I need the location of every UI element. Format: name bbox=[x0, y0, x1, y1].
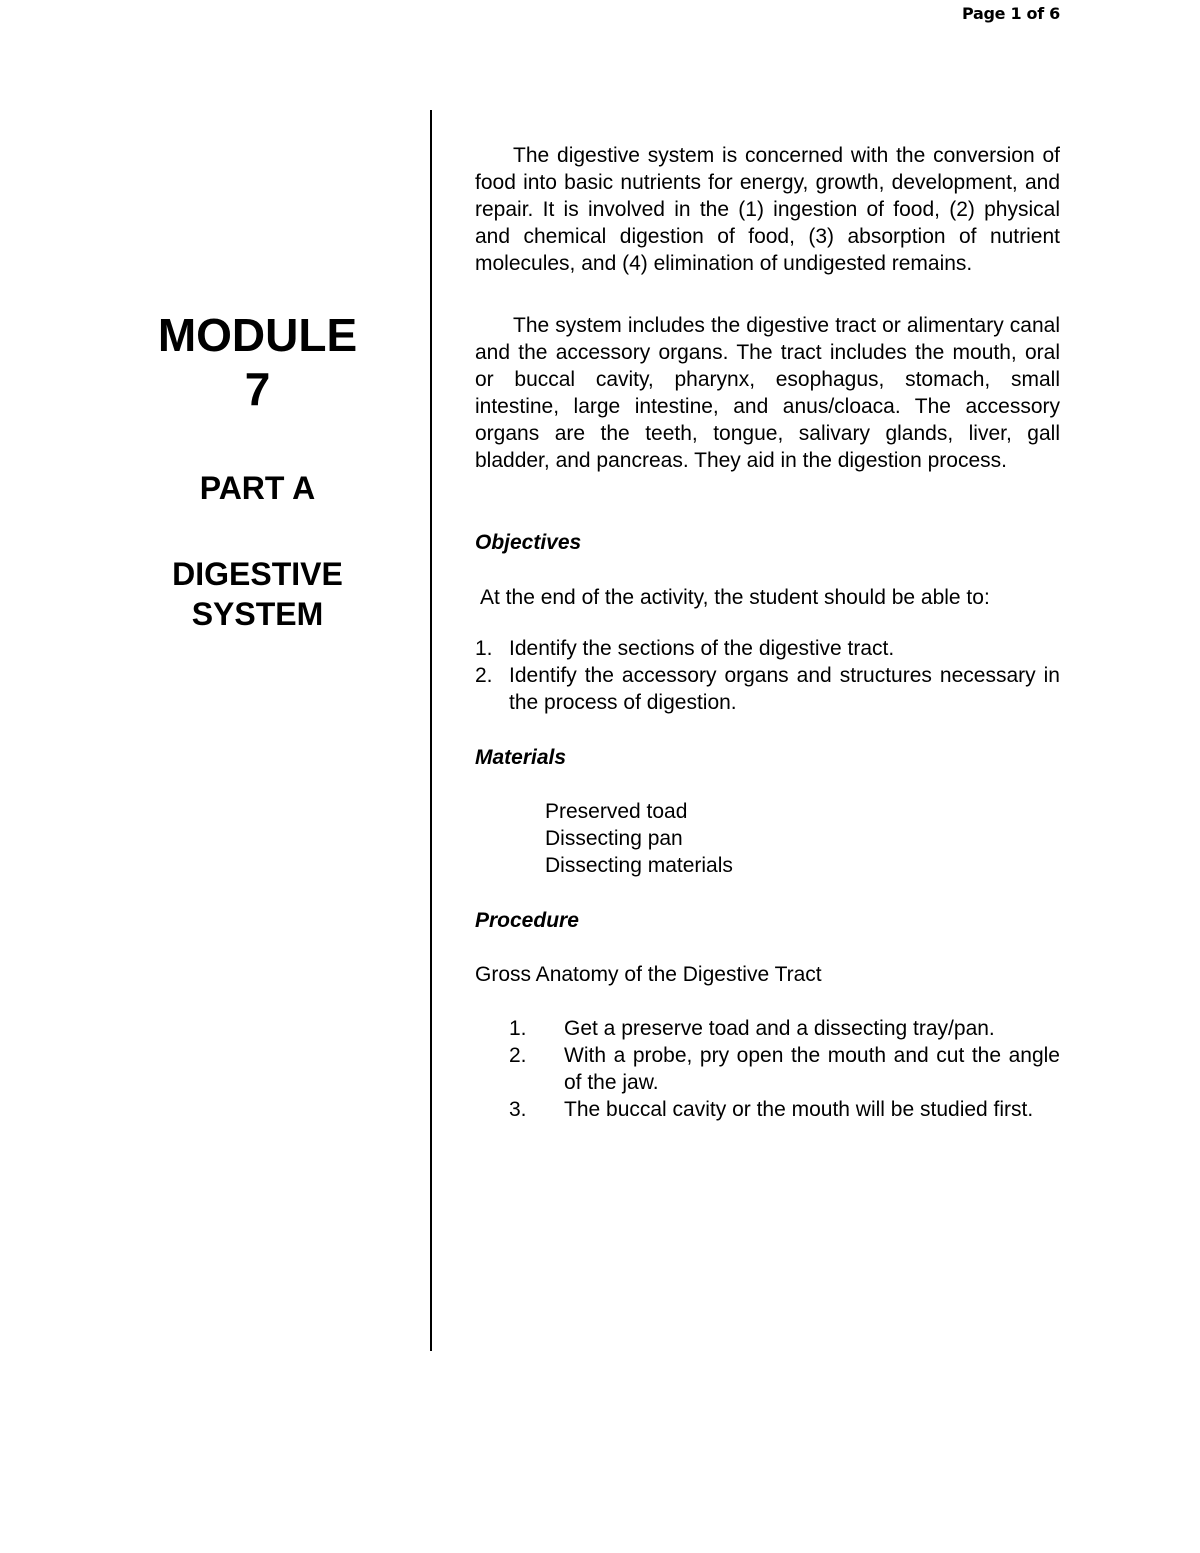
objectives-list bbox=[475, 635, 1060, 716]
materials-heading: Materials bbox=[475, 746, 567, 769]
module-sidebar bbox=[130, 308, 385, 634]
intro-paragraph: The system includes the digestive tract or alimentary canal and the accessory organs. The tract includes the mouth, oral or buccal cavity, pharynx, esophagus, stomach, small intestine, large intestine, and anus/cloaca. The accessory organs are the teeth, tongue, salivary glands, liver, gall bladder, and pancreas. They aid in the digestion process. bbox=[475, 314, 1060, 472]
objective-number: 1. bbox=[475, 637, 493, 660]
step-text: With a probe, pry open the mouth and cut the angle of the jaw. bbox=[564, 1044, 1060, 1094]
module-title-line2: 7 bbox=[244, 363, 271, 415]
system-title-line1: DIGESTIVE bbox=[172, 556, 343, 592]
step-number: 1. bbox=[509, 1017, 527, 1040]
intro-paragraph: The digestive system is concerned with the conversion of food into basic nutrients for energy, growth, development, and repair. It is involved in the (1) ingestion of food, (2) physical and chemical digestion of food, (3) absorption of nutrient molecules, and (4) elimination of undigested remains. bbox=[475, 144, 1060, 275]
main-content bbox=[475, 142, 1060, 1123]
procedure-heading: Procedure bbox=[475, 909, 579, 932]
objective-text: Identify the sections of the digestive tract. bbox=[509, 637, 895, 660]
page-number: Page 1 of 6 bbox=[961, 4, 1060, 23]
objectives-heading: Objectives bbox=[475, 531, 582, 554]
system-title-line2: SYSTEM bbox=[191, 596, 324, 632]
objective-item bbox=[475, 635, 1060, 662]
material-item: Dissecting materials bbox=[545, 854, 733, 877]
objectives-intro: At the end of the activity, the student should be able to: bbox=[480, 586, 990, 609]
material-item: Preserved toad bbox=[545, 800, 688, 823]
procedure-step bbox=[475, 1042, 1060, 1096]
step-text: The buccal cavity or the mouth will be studied first. bbox=[564, 1098, 1034, 1121]
system-title bbox=[130, 554, 385, 634]
objective-text: Identify the accessory organs and structures necessary in the process of digestion. bbox=[509, 664, 1060, 714]
module-title bbox=[130, 308, 385, 416]
module-title-line1: MODULE bbox=[157, 309, 358, 361]
step-text: Get a preserve toad and a dissecting tray/pan. bbox=[564, 1017, 995, 1040]
procedure-steps bbox=[475, 1015, 1060, 1123]
procedure-step bbox=[475, 1096, 1060, 1123]
step-number: 2. bbox=[509, 1044, 527, 1067]
material-item: Dissecting pan bbox=[545, 827, 683, 850]
objective-item bbox=[475, 662, 1060, 716]
objective-number: 2. bbox=[475, 664, 493, 687]
step-number: 3. bbox=[509, 1098, 527, 1121]
procedure-subheading: Gross Anatomy of the Digestive Tract bbox=[475, 963, 822, 986]
part-title: PART A bbox=[199, 470, 316, 506]
materials-list bbox=[545, 798, 1060, 879]
procedure-step bbox=[475, 1015, 1060, 1042]
column-divider bbox=[430, 110, 432, 1351]
